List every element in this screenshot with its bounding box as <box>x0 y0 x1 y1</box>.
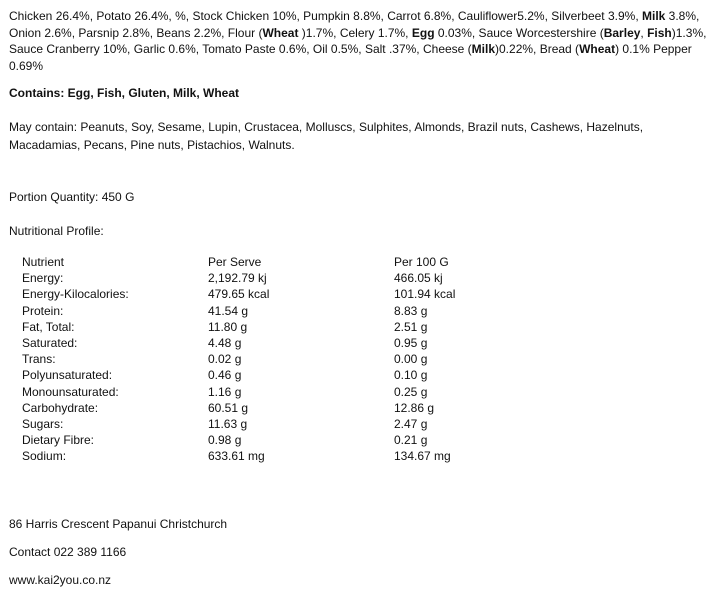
address: 86 Harris Crescent Papanui Christchurch <box>9 516 228 531</box>
per-100g-value: 12.86 g <box>394 400 435 415</box>
per-100g-value: 8.83 g <box>394 303 428 318</box>
per-100g-value: 2.47 g <box>394 417 428 431</box>
table-row <box>22 335 514 351</box>
allergen-highlight: Egg <box>411 25 435 40</box>
nutrition-header-row <box>22 254 514 270</box>
ingredient-text: , <box>640 25 648 40</box>
table-row <box>22 448 514 464</box>
nutrient-name: Monounsaturated: <box>22 384 119 399</box>
ingredient-text: Chicken 26.4%, Potato 26.4%, %, Stock Chicken 10%, Pumpkin 8.8%, Carrot 6.8%, Cauliflower5.2%, Silverbeet 3.9%, <box>9 9 642 23</box>
nutrient-name: Carbohydrate: <box>22 400 99 415</box>
per-serve-value: 0.02 g <box>208 352 242 367</box>
per-100g-value: 0.00 g <box>394 352 428 367</box>
product-info-document <box>9 8 707 588</box>
per-serve-value: 2,192.79 kj <box>208 271 267 286</box>
header-per-serve: Per Serve <box>208 254 262 269</box>
portion-quantity: Portion Quantity: 450 G <box>9 189 135 204</box>
nutrient-name: Saturated: <box>22 335 78 350</box>
nutrient-name: Energy-Kilocalories: <box>22 287 129 302</box>
table-row <box>22 351 514 367</box>
nutrient-name: Fat, Total: <box>22 319 75 334</box>
nutrient-name: Trans: <box>22 352 56 367</box>
nutrient-name: Sodium: <box>22 449 67 464</box>
per-serve-value: 11.80 g <box>208 319 248 334</box>
per-100g-value: 466.05 kj <box>394 271 443 286</box>
per-serve-value: 41.54 g <box>208 303 249 318</box>
contact-phone: Contact 022 389 1166 <box>9 544 127 559</box>
ingredient-text: )1.7%, Celery 1.7%, <box>298 25 412 40</box>
table-row <box>22 270 514 286</box>
per-serve-value: 1.16 g <box>208 384 242 399</box>
per-serve-value: 60.51 g <box>208 400 249 415</box>
table-row <box>22 416 514 432</box>
per-serve-value: 0.46 g <box>208 368 242 383</box>
per-serve-value: 479.65 kcal <box>208 287 270 302</box>
per-100g-value: 0.95 g <box>394 335 428 350</box>
table-row <box>22 432 514 448</box>
ingredients-list <box>9 8 707 74</box>
nutrient-name: Dietary Fibre: <box>22 433 95 448</box>
allergen-highlight: Milk <box>471 42 496 57</box>
header-nutrient: Nutrient <box>22 254 65 269</box>
per-100g-value: 0.21 g <box>394 433 428 448</box>
per-100g-value: 0.10 g <box>394 368 428 383</box>
per-serve-value: 4.48 g <box>208 335 242 350</box>
per-serve-value: 633.61 mg <box>208 449 265 464</box>
per-100g-value: 2.51 g <box>394 319 428 334</box>
nutrient-name: Polyunsaturated: <box>22 368 113 383</box>
table-row <box>22 319 514 335</box>
allergen-highlight: Barley <box>603 25 641 40</box>
ingredient-text: 3.8%, Onion 2.6%, Parsnip 2.8%, Beans 2.2%, Flour ( <box>9 9 700 40</box>
ingredient-text: )1.3%, Sauce Cranberry 10%, Garlic 0.6%, Tomato Paste 0.6%, Oil 0.5%, Salt .37%, Cheese ( <box>9 25 707 57</box>
ingredient-text: 0.03%, Sauce Worcestershire ( <box>434 25 604 40</box>
nutrient-name: Energy: <box>22 271 64 286</box>
table-row <box>22 384 514 400</box>
allergen-highlight: Wheat <box>579 42 616 57</box>
may-contain-statement: May contain: Peanuts, Soy, Sesame, Lupin, Crustacea, Molluscs, Sulphites, Almonds, Brazil nuts, Cashews, Hazelnuts, Macadamias, Pecans, Pine nuts, Pistachios, Walnuts. <box>9 119 644 152</box>
table-row <box>22 367 514 383</box>
header-per-100g: Per 100 G <box>394 254 449 269</box>
per-100g-value: 134.67 mg <box>394 449 451 464</box>
nutritional-profile-heading: Nutritional Profile: <box>9 223 104 238</box>
table-row <box>22 400 514 416</box>
ingredient-text: )0.22%, Bread ( <box>495 42 580 57</box>
website: www.kai2you.co.nz <box>9 572 112 587</box>
per-100g-value: 0.25 g <box>394 384 428 399</box>
nutrient-name: Protein: <box>22 303 64 318</box>
nutrient-name: Sugars: <box>22 417 64 431</box>
nutrition-table <box>22 254 514 465</box>
ingredient-text: ) 0.1% Pepper 0.69% <box>9 42 692 73</box>
per-serve-value: 11.63 g <box>208 417 248 431</box>
allergen-highlight: Milk <box>641 9 666 23</box>
table-row <box>22 303 514 319</box>
per-100g-value: 101.94 kcal <box>394 287 456 302</box>
allergen-contains: Contains: Egg, Fish, Gluten, Milk, Wheat <box>9 86 240 101</box>
per-serve-value: 0.98 g <box>208 433 242 448</box>
table-row <box>22 286 514 302</box>
allergen-highlight: Fish <box>647 25 672 40</box>
allergen-highlight: Wheat <box>262 25 299 40</box>
